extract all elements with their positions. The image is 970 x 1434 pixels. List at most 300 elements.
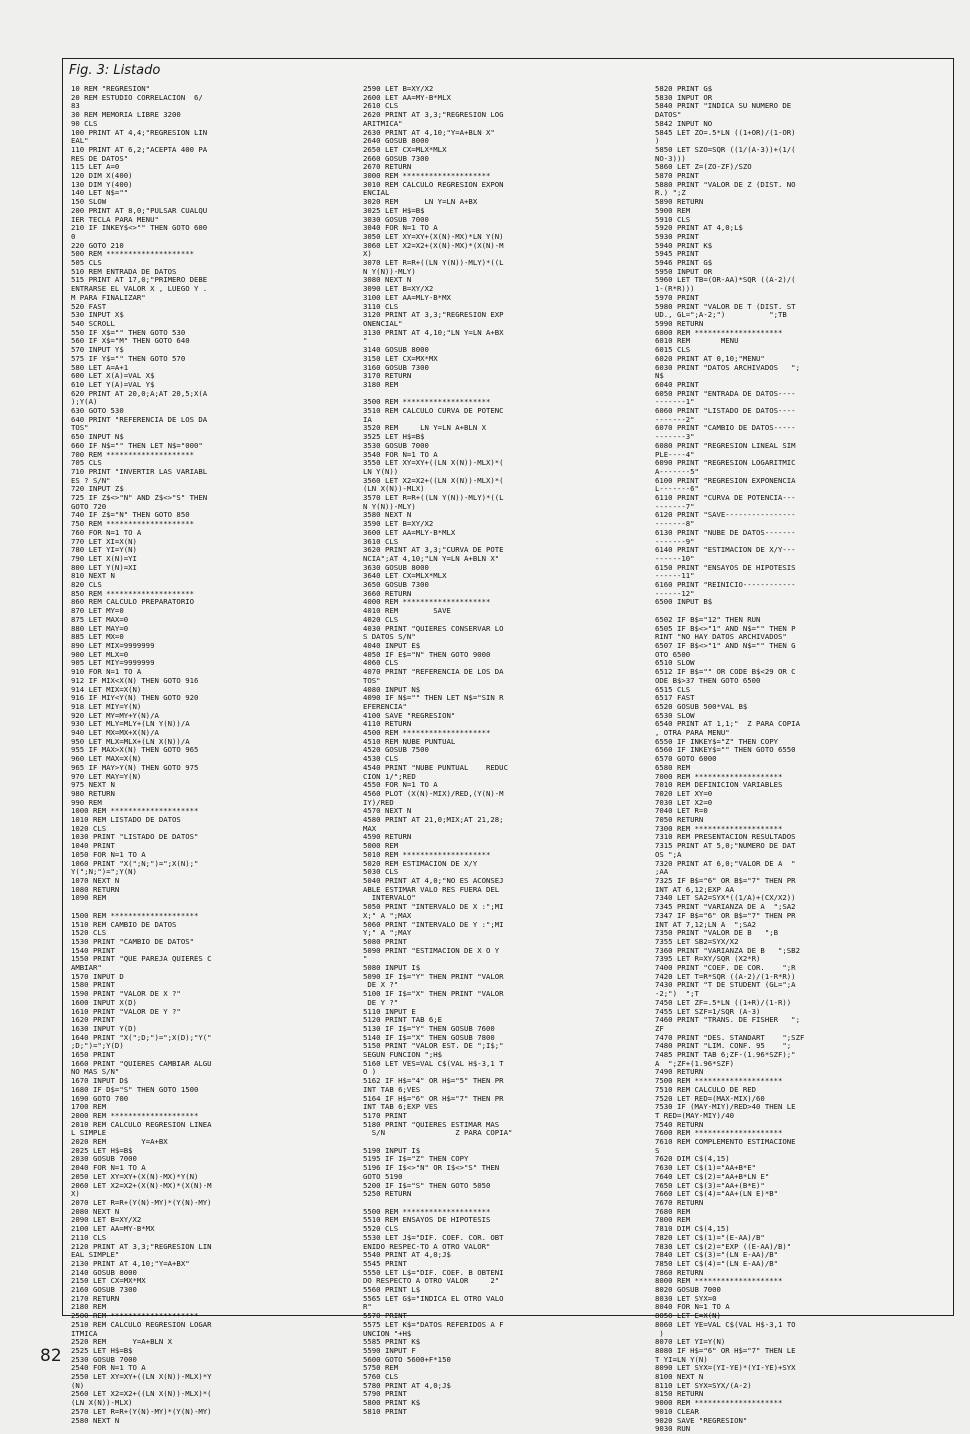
code-line: 3080 NEXT N bbox=[363, 275, 412, 285]
code-line: 6000 REM ******************** bbox=[655, 327, 783, 337]
code-line: -------8" bbox=[655, 519, 695, 529]
code-line: 7680 REM bbox=[655, 1206, 691, 1216]
code-line: 20 REM ESTUDIO CORRELACION 6/ bbox=[71, 92, 203, 102]
code-line: 3170 RETURN bbox=[363, 371, 412, 381]
code-line: 1550 PRINT "QUE PAREJA QUIERES C bbox=[71, 954, 212, 964]
code-line: 8040 FOR N=1 TO A bbox=[655, 1302, 730, 1312]
code-line: 7300 REM ******************** bbox=[655, 823, 783, 833]
code-line: 725 IF Z$<>"N" AND Z$<>"S" THEN bbox=[71, 493, 208, 503]
code-line: 6507 IF B$<>"1" AND N$="" THEN G bbox=[655, 641, 796, 650]
code-line: 1070 NEXT N bbox=[71, 875, 120, 885]
code-line: OS ";A bbox=[655, 849, 682, 859]
code-line: NO MAS S/N" bbox=[71, 1067, 120, 1077]
code-line: 115 LET A=0 bbox=[71, 162, 120, 172]
code-line: 1530 PRINT "CAMBIO DE DATOS" bbox=[71, 936, 195, 946]
code-line: 6140 PRINT "ESTIMACION DE X/Y--- bbox=[655, 545, 796, 555]
code-line: 5164 IF H$="6" OR H$="7" THEN PR bbox=[363, 1093, 504, 1103]
code-line: 5565 LET G$="INDICA EL OTRO VALO bbox=[363, 1293, 504, 1303]
code-line: 2600 LET AA=MY-B*MLX bbox=[363, 92, 451, 102]
code-line: 900 LET MLX=0 bbox=[71, 649, 129, 659]
code-line: AMBIAR" bbox=[71, 963, 102, 973]
code-line: Y;" A ";MAY bbox=[363, 928, 412, 938]
code-line: DE Y ?" bbox=[363, 997, 399, 1007]
code-line: 3130 PRINT AT 4,10;"LN Y=LN A+BX bbox=[363, 327, 504, 337]
code-line: 620 PRINT AT 20,0;A;AT 20,5;X(A bbox=[71, 388, 208, 398]
code-line: 5520 CLS bbox=[363, 1224, 399, 1234]
code-line: 9030 RUN bbox=[655, 1424, 691, 1434]
code-line: 8150 RETURN bbox=[655, 1389, 704, 1399]
code-line: 4010 REM SAVE bbox=[363, 606, 451, 616]
code-line: 5140 IF I$="X" THEN GOSUB 7800 bbox=[363, 1032, 495, 1042]
code-line: 905 LET MIY=9999999 bbox=[71, 658, 155, 668]
code-line: 500 REM ******************** bbox=[71, 249, 195, 259]
code-line: ------12" bbox=[655, 588, 695, 598]
code-line: 5110 INPUT E bbox=[363, 1006, 416, 1016]
code-line: 5860 LET Z=(ZO-ZF)/SZO bbox=[655, 162, 752, 172]
code-line: 916 IF MIY<Y(N) THEN GOTO 920 bbox=[71, 693, 199, 703]
code-line: 5890 RETURN bbox=[655, 197, 704, 207]
code-line: 4560 PLOT (X(N)-MIX)/RED,(Y(N)-M bbox=[363, 788, 504, 798]
code-line: 2640 GOSUB 8000 bbox=[363, 136, 429, 146]
code-line: 5920 PRINT AT 4,0;L$ bbox=[655, 223, 743, 233]
code-line: 3010 REM CALCULO REGRESION EXPON bbox=[363, 179, 504, 189]
code-line: 3630 GOSUB 8000 bbox=[363, 562, 429, 572]
code-line: 6015 CLS bbox=[655, 345, 691, 355]
code-line: 1500 REM ******************** bbox=[71, 910, 199, 920]
code-line: -------3" bbox=[655, 432, 695, 442]
code-line: 3050 LET XY=XY+(X(N)-MX)*LN Y(N) bbox=[363, 231, 504, 241]
code-line: OTO 6500 bbox=[655, 649, 691, 659]
code-line: N Y(N))-MLY) bbox=[363, 266, 416, 276]
listing-frame bbox=[62, 58, 954, 1434]
code-line: 575 IF Y$="" THEN GOTO 570 bbox=[71, 353, 186, 363]
listing-column-3 bbox=[655, 85, 950, 1434]
code-line: X;" A ";MAX bbox=[363, 910, 412, 920]
code-line: 910 FOR N=1 TO A bbox=[71, 667, 142, 677]
code-line: 2670 RETURN bbox=[363, 162, 412, 172]
code-line: 7640 LET C$(2)="AA+B*LN E" bbox=[655, 1171, 770, 1181]
code-line: 7470 PRINT "DES. STANDART ";SZF bbox=[655, 1032, 805, 1042]
code-line: 710 PRINT "INVERTIR LAS VARIABL bbox=[71, 466, 208, 476]
code-line: NO-3))) bbox=[655, 153, 686, 163]
code-line: R.) ";Z bbox=[655, 188, 686, 198]
code-line: T YI=LN Y(N) bbox=[655, 1354, 708, 1364]
code-line: 540 SCROLL bbox=[71, 318, 115, 328]
code-line: 100 PRINT AT 4,4;"REGRESION LIN bbox=[71, 127, 208, 137]
code-line: 2070 LET R=R+(Y(N)-MY)*(Y(N)-MY) bbox=[71, 1198, 212, 1207]
code-line: 5790 PRINT bbox=[363, 1389, 407, 1399]
code-line: 8050 LET E=X(N) bbox=[655, 1311, 721, 1321]
code-line: 980 RETURN bbox=[71, 788, 115, 798]
code-line: 700 REM ******************** bbox=[71, 449, 195, 459]
code-line: 914 LET MIX=X(N) bbox=[71, 684, 142, 694]
code-line: 90 CLS bbox=[71, 118, 98, 128]
code-line: 7830 LET C$(2)="EXP ((E-AA)/B)" bbox=[655, 1241, 792, 1251]
code-line: 7030 LET X2=0 bbox=[655, 797, 713, 807]
code-line: 2510 REM CALCULO REGRESION LOGAR bbox=[71, 1319, 212, 1329]
code-line: 6030 PRINT "DATOS ARCHIVADOS "; bbox=[655, 362, 800, 372]
code-line: 5550 LET L$="DIF. COEF. B OBTENI bbox=[363, 1267, 504, 1277]
code-line: 6120 PRINT "SAVE---------------- bbox=[655, 510, 796, 520]
code-line: ------11" bbox=[655, 571, 695, 581]
code-line: " bbox=[363, 954, 368, 964]
code-line: 6110 PRINT "CURVA DE POTENCIA--- bbox=[655, 493, 796, 503]
code-line: TOS" bbox=[71, 423, 89, 433]
code-line: R" bbox=[363, 1302, 372, 1312]
code-line: 780 LET YI=Y(N) bbox=[71, 545, 137, 555]
code-line: 870 LET MY=0 bbox=[71, 606, 124, 616]
code-line: 5810 PRINT bbox=[363, 1406, 407, 1416]
figure-caption: Fig. 3: Listado bbox=[69, 63, 161, 78]
code-line: 5840 PRINT "INDICA SU NUMERO DE bbox=[655, 101, 792, 111]
code-line: IY)/RED bbox=[363, 797, 394, 807]
code-line: 3160 GOSUB 7300 bbox=[363, 362, 429, 372]
code-line: 7500 REM ******************** bbox=[655, 1076, 783, 1086]
code-line: 650 INPUT N$ bbox=[71, 432, 124, 442]
code-line: M PARA FINALIZAR" bbox=[71, 292, 146, 302]
code-line: 150 SLOW bbox=[71, 197, 107, 207]
code-line: 3520 REM LN Y=LN A+BLN X bbox=[363, 423, 487, 433]
code-line: 4020 CLS bbox=[363, 614, 399, 624]
code-line: 7670 RETURN bbox=[655, 1198, 704, 1207]
code-line: ZF bbox=[655, 1023, 664, 1033]
code-line: 4000 REM ******************** bbox=[363, 597, 491, 607]
code-line: 5570 PRINT bbox=[363, 1311, 407, 1321]
code-line: 9010 CLEAR bbox=[655, 1406, 699, 1416]
code-line: 705 CLS bbox=[71, 458, 102, 468]
code-line: 7660 LET C$(4)="AA+(LN E)*B" bbox=[655, 1189, 779, 1199]
code-line: N$ bbox=[655, 371, 664, 381]
code-line: 2000 REM ******************** bbox=[71, 1110, 199, 1120]
code-line: INT TAB 6;EXP VES bbox=[363, 1102, 438, 1112]
code-line: 5090 IF I$="Y" THEN PRINT "VALOR bbox=[363, 971, 504, 981]
code-line: ES ? S/N" bbox=[71, 475, 111, 485]
code-line: 3570 LET R=R+((LN Y(N))-MLY)*((L bbox=[363, 493, 504, 503]
code-line: 3580 NEXT N bbox=[363, 510, 412, 520]
code-line: 1060 PRINT "X(";N;")=";X(N);" bbox=[71, 858, 199, 868]
code-line: 4540 PRINT "NUBE PUNTUAL REDUC bbox=[363, 762, 508, 772]
code-line: EAL" bbox=[71, 136, 89, 146]
code-line: 5060 PRINT "INTERVALO DE Y :";MI bbox=[363, 919, 504, 929]
code-line: 885 LET MX=0 bbox=[71, 632, 124, 642]
code-line: X) bbox=[71, 1189, 80, 1199]
code-line: 2120 PRINT AT 3,3;"REGRESION LIN bbox=[71, 1241, 212, 1251]
code-line: 6010 REM MENU bbox=[655, 336, 739, 346]
code-line: 975 NEXT N bbox=[71, 780, 115, 790]
code-line: 5930 PRINT bbox=[655, 231, 699, 241]
code-line: 3120 PRINT AT 3,3;"REGRESION EXP bbox=[363, 310, 504, 320]
code-line: 7850 LET C$(4)="(LN E-AA)/B" bbox=[655, 1258, 779, 1268]
code-line: 3525 LET H$=B$ bbox=[363, 432, 425, 442]
code-line: 1600 INPUT X(D) bbox=[71, 997, 137, 1007]
code-line: 2500 REM ******************** bbox=[71, 1311, 199, 1321]
code-line: 3020 REM LN Y=LN A+BX bbox=[363, 197, 478, 207]
code-line: ) bbox=[655, 136, 660, 146]
code-line: X) bbox=[363, 249, 372, 259]
code-line: 4070 PRINT "REFERENCIA DE LOS DA bbox=[363, 667, 504, 677]
code-line: 660 IF N$="" THEN LET N$="000" bbox=[71, 440, 203, 450]
code-line: UD., GL=";A-2;") ";TB bbox=[655, 310, 787, 320]
code-line: 7395 LET R=XY/SQR (X2*R) bbox=[655, 954, 761, 964]
code-line: INT TAB 6;VES bbox=[363, 1084, 421, 1094]
code-line: ENTRARSE EL VALOR X , LUEGO Y . bbox=[71, 284, 208, 294]
code-line: 505 CLS bbox=[71, 258, 102, 268]
code-line: 4530 CLS bbox=[363, 754, 399, 764]
code-line: 7860 RETURN bbox=[655, 1267, 704, 1277]
code-line: 3640 LET CX=MLX*MLX bbox=[363, 571, 447, 581]
code-line: 2630 PRINT AT 4,10;"Y=A+BLN X" bbox=[363, 127, 495, 137]
code-line: 1540 PRINT bbox=[71, 945, 115, 955]
code-line: 4040 INPUT E$ bbox=[363, 641, 421, 650]
code-line: 5845 LET ZO=.5*LN ((1+OR)/(1-OR) bbox=[655, 127, 796, 137]
code-line: 580 LET A=A+1 bbox=[71, 362, 129, 372]
code-line: 515 PRINT AT 17,0;"PRIMERO DEBE bbox=[71, 275, 208, 285]
code-line: 6570 GOTO 6000 bbox=[655, 754, 717, 764]
code-line: 210 IF INKEY$<>"" THEN GOTO 600 bbox=[71, 223, 208, 233]
code-line: 0 bbox=[71, 231, 76, 241]
code-line: ABLE ESTIMAR VALO RES FUERA DEL bbox=[363, 884, 500, 894]
code-line: 2180 REM bbox=[71, 1302, 107, 1312]
code-line: );Y(A) bbox=[71, 397, 98, 407]
code-line: 5945 PRINT bbox=[655, 249, 699, 259]
code-line: SEGUN FUNCION ";H$ bbox=[363, 1050, 443, 1060]
code-line: 2020 REM Y=A+BX bbox=[71, 1137, 168, 1147]
code-line: 990 REM bbox=[71, 797, 102, 807]
code-line: 3620 PRINT AT 3,3;"CURVA DE POTE bbox=[363, 545, 504, 555]
code-line: 5946 PRINT G$ bbox=[655, 258, 713, 268]
code-line: 7345 PRINT "VARIANZA DE A ";SA2 bbox=[655, 902, 796, 912]
code-line: 7420 LET T=R*SQR ((A-2)/(1-R*R)) bbox=[655, 971, 796, 981]
code-line: 2100 LET AA=MY-B*MX bbox=[71, 1224, 155, 1234]
code-line: 8070 LET YI=Y(N) bbox=[655, 1337, 726, 1347]
code-line: 4510 REM NUBE PUNTUAL bbox=[363, 736, 456, 746]
code-line: 7400 PRINT "COEF. DE COR. ";R bbox=[655, 963, 796, 973]
code-line: 5842 INPUT NO bbox=[655, 118, 713, 128]
code-line: 7610 REM COMPLEMENTO ESTIMACIONE bbox=[655, 1137, 796, 1147]
code-line: GOTO 5190 bbox=[363, 1171, 403, 1181]
code-line: ENIDO RESPEC-TO A OTRO VALOR" bbox=[363, 1241, 491, 1251]
code-line: 5960 LET TB=(OR-AA)*SQR ((A-2)/( bbox=[655, 275, 796, 285]
code-line: 7480 PRINT "LIM. CONF. 95 "; bbox=[655, 1041, 792, 1051]
code-line: 5780 PRINT AT 4,0;J$ bbox=[363, 1380, 451, 1390]
code-line: L SIMPLE bbox=[71, 1128, 107, 1138]
code-line: 5850 LET SZO=SQR ((1/(A-3))+(1/( bbox=[655, 144, 796, 154]
code-line: 760 FOR N=1 TO A bbox=[71, 527, 142, 537]
code-line: 810 NEXT N bbox=[71, 571, 115, 581]
code-line: 2570 LET R=R+(Y(N)-MY)*(Y(N)-MY) bbox=[71, 1406, 212, 1416]
code-line: 8020 GOSUB 7000 bbox=[655, 1285, 721, 1295]
code-line: 7355 LET SB2=SYX/X2 bbox=[655, 936, 739, 946]
code-line: 600 LET X(A)=VAL X$ bbox=[71, 371, 155, 381]
code-line: 7650 LET C$(3)="AA+(B*E)" bbox=[655, 1180, 765, 1190]
code-line: 3660 RETURN bbox=[363, 588, 412, 598]
code-line: 918 LET MIY=Y(N) bbox=[71, 701, 142, 711]
code-line: 5190 INPUT I$ bbox=[363, 1145, 421, 1155]
code-line: 3090 LET B=XY/X2 bbox=[363, 284, 434, 294]
code-line: ENCIAL bbox=[363, 188, 390, 198]
code-line: 130 DIM Y(400) bbox=[71, 179, 133, 189]
code-line: 940 LET MX=MX+X(N)/A bbox=[71, 728, 159, 738]
code-line: 5080 PRINT bbox=[363, 936, 407, 946]
code-line: 7000 REM ******************** bbox=[655, 771, 783, 781]
code-line: 960 LET MAX=X(N) bbox=[71, 754, 142, 764]
code-line: 3060 LET X2=X2+(X(N)-MX)*(X(N)-M bbox=[363, 240, 504, 250]
code-line: 5196 IF I$<>"N" OR I$<>"S" THEN bbox=[363, 1163, 500, 1173]
code-line: 1640 PRINT "X(";D;")=";X(D);"Y(" bbox=[71, 1032, 212, 1042]
code-line: S/N Z PARA COPIA" bbox=[363, 1128, 513, 1138]
code-line: 1520 CLS bbox=[71, 928, 107, 938]
code-line: 7520 LET RED=(MAX-MIX)/60 bbox=[655, 1093, 765, 1103]
code-line: 530 INPUT X$ bbox=[71, 310, 124, 320]
code-line: 6060 PRINT "LISTADO DE DATOS---- bbox=[655, 406, 796, 416]
code-line: CION 1/";RED bbox=[363, 771, 416, 781]
code-line: 875 LET MAX=0 bbox=[71, 614, 129, 624]
code-line: 6130 PRINT "NUBE DE DATOS------- bbox=[655, 527, 796, 537]
code-line: 83 bbox=[71, 101, 80, 111]
code-line: 970 LET MAY=Y(N) bbox=[71, 771, 142, 781]
code-line: EAL SIMPLE" bbox=[71, 1250, 120, 1260]
code-line: 4090 IF N$="" THEN LET N$="SIN R bbox=[363, 693, 504, 703]
code-line: LN Y(N)) bbox=[363, 466, 399, 476]
code-line: 6150 PRINT "ENSAYOS DE HIPOTESIS bbox=[655, 562, 796, 572]
code-line: 7840 LET C$(3)="(LN E-AA)/B" bbox=[655, 1250, 779, 1260]
code-line: 912 IF MIX<X(N) THEN GOTO 916 bbox=[71, 675, 199, 685]
code-line: 5990 RETURN bbox=[655, 318, 704, 328]
code-line: (LN X(N))-MLX) bbox=[363, 484, 425, 494]
code-line: 4550 FOR N=1 TO A bbox=[363, 780, 438, 790]
code-line: ONENCIAL" bbox=[363, 318, 403, 328]
code-line: 1090 REM bbox=[71, 893, 107, 903]
code-line: 2550 LET XY=XY+((LN X(N))-MLX)*Y bbox=[71, 1372, 212, 1382]
code-line: 2590 LET B=XY/X2 bbox=[363, 85, 434, 93]
code-line: 7325 IF B$="6" OR B$="7" THEN PR bbox=[655, 875, 796, 885]
code-line: 6530 SLOW bbox=[655, 710, 695, 720]
listing-column-2 bbox=[363, 85, 648, 1417]
code-line: 3030 GOSUB 7000 bbox=[363, 214, 429, 224]
code-line: S bbox=[655, 1145, 660, 1155]
code-line: 7485 PRINT TAB 6;ZF-(1.96*SZF);" bbox=[655, 1050, 796, 1060]
code-line: 7320 PRINT AT 6,0;"VALOR DE A " bbox=[655, 858, 796, 868]
code-line: 4100 SAVE "REGRESION" bbox=[363, 710, 456, 720]
code-line: 7310 REM PRESENTACION RESULTADOS bbox=[655, 832, 796, 842]
code-line: 955 IF MAX>X(N) THEN GOTO 965 bbox=[71, 745, 199, 755]
code-line: 5830 INPUT OR bbox=[655, 92, 713, 102]
code-line: 5120 PRINT TAB 6;E bbox=[363, 1015, 443, 1025]
code-line: 860 REM CALCULO PREPARATORIO bbox=[71, 597, 195, 607]
code-line: 2050 LET XY=XY+(X(N)-MX)*Y(N) bbox=[71, 1171, 199, 1181]
code-line: N Y(N))-MLY) bbox=[363, 501, 416, 511]
code-line: 4030 PRINT "QUIERES CONSERVAR LO bbox=[363, 623, 504, 633]
code-line: 8080 IF H$="6" OR H$="7" THEN LE bbox=[655, 1345, 796, 1355]
code-line: 2540 FOR N=1 TO A bbox=[71, 1363, 146, 1373]
code-line: 560 IF X$="M" THEN GOTO 640 bbox=[71, 336, 190, 346]
code-line: PLE----4" bbox=[655, 449, 695, 459]
code-line: 3590 LET B=XY/X2 bbox=[363, 519, 434, 529]
code-line: 6540 PRINT AT 1,1;" Z PARA COPIA bbox=[655, 719, 800, 729]
code-line: 1-(R*R))) bbox=[655, 284, 695, 294]
code-line: 6070 PRINT "CAMBIO DE DATOS----- bbox=[655, 423, 796, 433]
code-line: 6040 PRINT bbox=[655, 379, 699, 389]
code-line: 5162 IF H$="4" OR H$="5" THEN PR bbox=[363, 1076, 504, 1086]
code-line: 5910 CLS bbox=[655, 214, 691, 224]
code-line: 5600 GOTO 5600+F*150 bbox=[363, 1354, 451, 1364]
code-line: GOTO 720 bbox=[71, 501, 107, 511]
code-line: 5500 REM ******************** bbox=[363, 1206, 491, 1216]
code-line: 7510 REM CALCULO DE RED bbox=[655, 1084, 757, 1094]
code-line: 5880 PRINT "VALOR DE Z (DIST. NO bbox=[655, 179, 796, 189]
code-line: 1620 PRINT bbox=[71, 1015, 115, 1025]
code-line: 5000 REM bbox=[363, 841, 399, 851]
code-line: 1610 PRINT "VALOR DE Y ?" bbox=[71, 1006, 181, 1016]
code-line: DE X ?" bbox=[363, 980, 399, 990]
code-line: UNCION "+H$ bbox=[363, 1328, 412, 1338]
code-line: 1080 RETURN bbox=[71, 884, 120, 894]
code-line: 750 REM ******************** bbox=[71, 519, 195, 529]
code-line: 820 CLS bbox=[71, 580, 102, 590]
code-line: 1660 PRINT "QUIERES CAMBIAR ALGU bbox=[71, 1058, 212, 1068]
code-line: 2650 LET CX=MLX*MLX bbox=[363, 144, 447, 154]
code-line: 6050 PRINT "ENTRADA DE DATOS---- bbox=[655, 388, 796, 398]
code-line: , OTRA PARA MENU" bbox=[655, 728, 730, 738]
code-line: 630 GOTO 530 bbox=[71, 406, 124, 416]
code-line: 6520 GOSUB 500*VAL B$ bbox=[655, 701, 748, 711]
code-line: 2140 GOSUB 8000 bbox=[71, 1267, 137, 1277]
code-line: TOS" bbox=[363, 675, 381, 685]
code-line: 5870 PRINT bbox=[655, 171, 699, 181]
code-line: 5150 PRINT "VALOR EST. DE ";I$;" bbox=[363, 1041, 504, 1051]
code-line: 5820 PRINT G$ bbox=[655, 85, 713, 93]
code-line: 2580 NEXT N bbox=[71, 1415, 120, 1425]
code-line: 10 REM "REGRESION" bbox=[71, 85, 151, 93]
code-line: 6090 PRINT "REGRESION LOGARITMIC bbox=[655, 458, 796, 468]
code-line: 7430 PRINT "T DE STUDENT (GL=";A bbox=[655, 980, 796, 990]
code-line: 5510 REM ENSAYOS DE HIPOTESIS bbox=[363, 1215, 491, 1225]
code-line: 7340 LET SA2=SYX*((1/A)+(CX/X2)) bbox=[655, 893, 796, 903]
code-line: ) bbox=[655, 1328, 664, 1338]
code-line: 3510 REM CALCULO CURVA DE POTENC bbox=[363, 406, 504, 416]
code-line: 3000 REM ******************** bbox=[363, 171, 491, 181]
code-line: 7455 LET SZF=1/SQR (A-3) bbox=[655, 1006, 761, 1016]
code-line: 6080 PRINT "REGRESION LINEAL SIM bbox=[655, 440, 796, 450]
code-line: 5180 PRINT "QUIERES ESTIMAR MAS bbox=[363, 1119, 500, 1129]
code-line: 7540 RETURN bbox=[655, 1119, 704, 1129]
code-line: 5585 PRINT K$ bbox=[363, 1337, 421, 1347]
code-line: 2560 LET X2=X2+((LN X(N))-MLX)*( bbox=[71, 1389, 212, 1399]
code-line: 5080 INPUT I$ bbox=[363, 963, 421, 973]
code-line: 5195 IF I$="Z" THEN COPY bbox=[363, 1154, 469, 1164]
code-line: 2040 FOR N=1 TO A bbox=[71, 1163, 146, 1173]
code-line: 5590 INPUT F bbox=[363, 1345, 416, 1355]
code-line: 1030 PRINT "LISTADO DE DATOS" bbox=[71, 832, 199, 842]
code-line: Y(";N;")=";Y(N) bbox=[71, 867, 137, 877]
code-line: 640 PRINT "REFERENCIA DE LOS DA bbox=[71, 414, 208, 424]
code-line: 5950 INPUT OR bbox=[655, 266, 713, 276]
code-line: " bbox=[363, 336, 368, 346]
code-line: INT AT 7,12;LN A ";SA2 bbox=[655, 919, 757, 929]
code-line: 2170 RETURN bbox=[71, 1293, 120, 1303]
code-line: ODE B$>37 THEN GOTO 6500 bbox=[655, 675, 761, 685]
code-line: -------2" bbox=[655, 414, 695, 424]
code-line: 880 LET MAY=0 bbox=[71, 623, 129, 633]
code-line: ARITMICA" bbox=[363, 118, 403, 128]
code-line: 1690 GOTO 700 bbox=[71, 1093, 129, 1103]
code-line: 1570 INPUT D bbox=[71, 971, 124, 981]
code-line: IER TECLA PARA MENU" bbox=[71, 214, 159, 224]
code-line: 3540 FOR N=1 TO A bbox=[363, 449, 438, 459]
code-line: 8110 LET SYX=SYX/(A-2) bbox=[655, 1380, 752, 1390]
code-line: 3560 LET X2=X2+((LN X(N))-MLX)*( bbox=[363, 475, 504, 485]
code-line: 2610 CLS bbox=[363, 101, 399, 111]
